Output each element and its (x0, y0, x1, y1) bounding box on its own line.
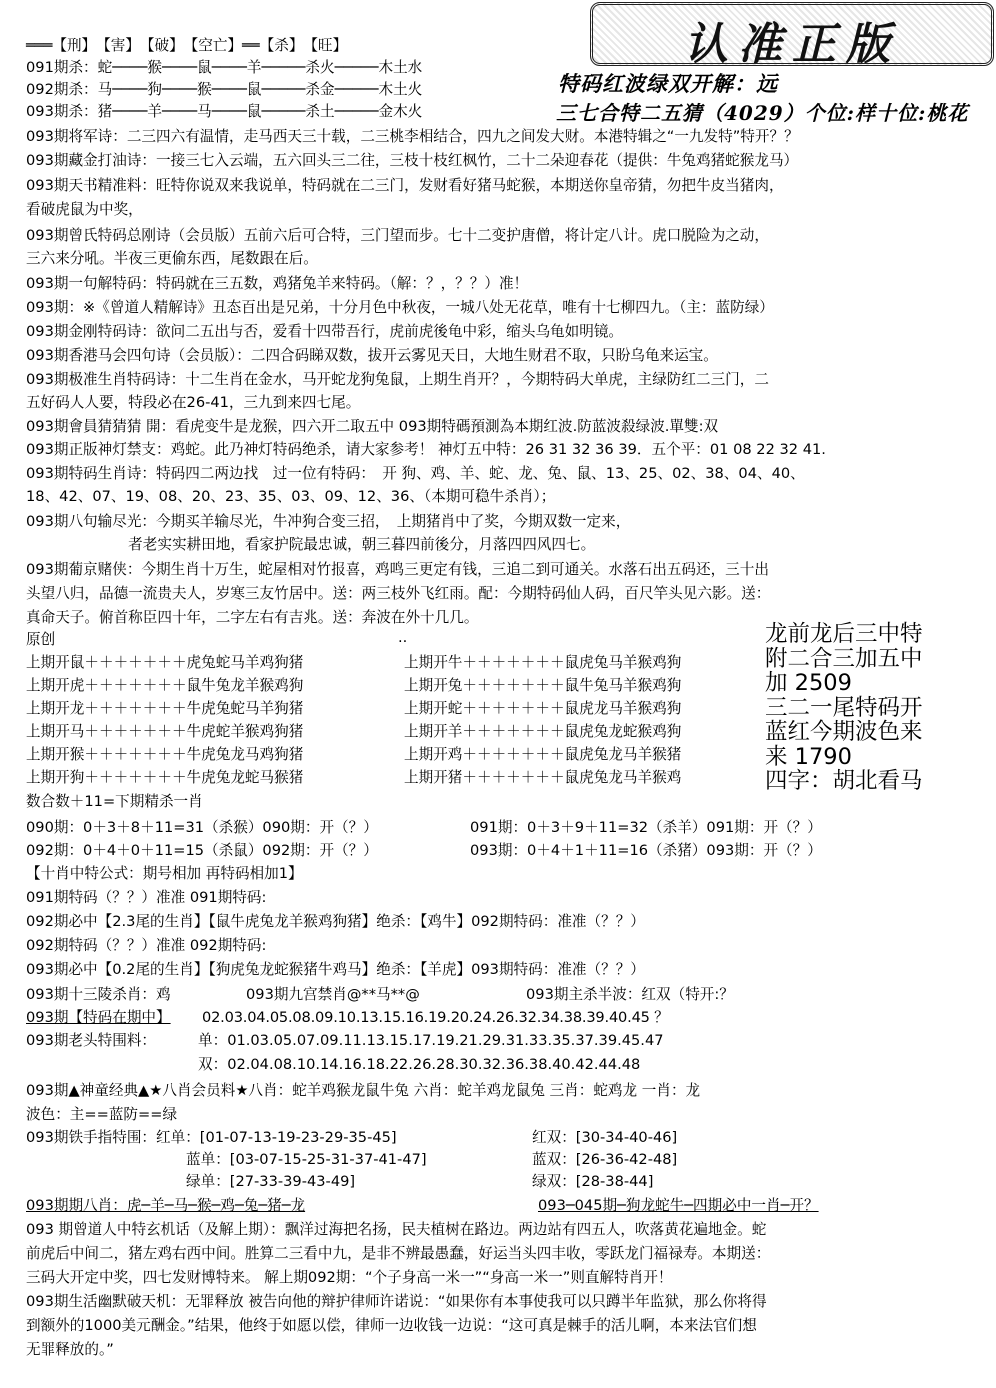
stamp-text: 认准正版 (684, 19, 900, 70)
iron-finger-blue-even: 蓝双：[26-36-42-48] (532, 1151, 678, 1168)
ten-zodiac-line: 092期必中【2.3尾的生肖】【鼠牛虎兔龙羊猴鸡狗猪】绝杀：【鸡牛】092期特码：准准（？？） (26, 913, 645, 930)
eight-lines-poem: 093期八句输尽光：今期买羊输尽光，牛冲狗合变三招， 上期猪肖中了奖，今期双数一定来， (26, 513, 631, 530)
formula-row: 092期：0＋4＋0＋11=15（杀鼠）092期：开（？） (26, 842, 378, 859)
left-table-row: 上期开虎＋＋＋＋＋＋＋鼠牛兔龙羊猴鸡狗 (26, 677, 304, 694)
iron-finger-red-odd: 093期铁手指特围：红单：[01-07-13-19-23-29-35-45] (26, 1129, 397, 1146)
poem-general: 093期将军诗：二三四六有温情，走马西天三十载，二三桃李相结合，四九之间发大财。本港特辑之“一九发特”特开？？ (26, 128, 799, 145)
hk-jockey-poem: 093期香港马会四句诗（会员版）：二四合码睇双数，拔开云雾见天日，大地生财君不取，只盼乌龟来运宝。 (26, 347, 718, 364)
special-in-period-numbers: 02.03.04.05.08.09.10.13.15.16.19.20.24.26.32.34.38.39.40.45 ？ (202, 1009, 669, 1026)
formula-row: 091期：0＋3＋9＋11=32（杀羊）091期：开（？） (470, 819, 822, 836)
diamond-poem: 093期金刚特码诗：欲问二五出与否，爱看十四带吾行，虎前虎後龟中彩，缩头乌龟如明镜。 (26, 323, 624, 340)
zeng-daoren-hint-2: 前虎后中间二，猪左鸡右西中间。胜算二三看中九，是非不辨最愚蠢，好运当头四丰收，零跃龙门福禄寿。本期送： (26, 1245, 771, 1262)
four-period-zodiac: 093─045期─狗龙蛇牛─四期必中一肖─开？ (538, 1197, 819, 1214)
kill-header: ═══【刑】 【害】 【破】 【空亡】══【杀】 【旺】 (26, 37, 348, 54)
poem-zeng-2: 三六来分吼。半夜三更偷东西，尾数跟在后。 (26, 250, 318, 267)
formula-row: 090期：0＋3＋8＋11=31（杀猴）090期：开（？） (26, 819, 378, 836)
zodiac-numbers-poem-2: 18、42、07、19、08、20、23、35、03、09、12、36、（本期可稳牛杀肖）； (26, 488, 556, 505)
right-table-row: 上期开羊＋＋＋＋＋＋＋鼠虎兔龙蛇猴鸡狗 (404, 723, 682, 740)
side-hint-line: 蓝红今期波色来 (765, 719, 923, 745)
ten-zodiac-line: 093期必中【0.2尾的生肖】【狗虎兔龙蛇猴猪牛鸡马】绝杀：【羊虎】093期特码：准准（？？） (26, 961, 645, 978)
zeng-daoren-poem: 093期：※《曾道人精解诗》丑态百出是兄弟，十分月色中秋夜，一城八处无花草，唯有十七柳四九。（主：蓝防绿） (26, 299, 774, 316)
side-hint-line: 四字：胡北看马 (765, 768, 923, 794)
right-table-row: 上期开猪＋＋＋＋＋＋＋鼠虎兔龙马羊猴鸡 (404, 769, 682, 786)
wave-color: 波色：主==蓝防==绿 (26, 1106, 178, 1123)
poem-heaven-book: 093期天书精准料：旺特你说双来我说单，特码就在二三门，发财看好猪马蛇猴，本期送你皇帝猜，勿把牛皮当猪肉， (26, 177, 784, 194)
old-man-even: 双：02.04.08.10.14.16.18.22.26.28.30.32.36.38.40.42.44.48 (198, 1056, 641, 1073)
headline-digit-hint: 三七合特二五猜（4029）个位:样十位:桃花 (556, 101, 969, 125)
special-in-period-label: 093期【特码在期中】 (26, 1009, 171, 1026)
old-man-odd: 单：01.03.05.07.09.11.13.15.17.19.21.29.31.33.35.37.39.45.47 (198, 1032, 664, 1049)
side-hint-line: 三二一尾特码开 (765, 694, 923, 721)
humor-hint-3: 无罪释放的。” (26, 1341, 114, 1358)
iron-finger-red-even: 红双：[30-34-40-46] (532, 1129, 678, 1146)
poem-heaven-book-2: 看破虎鼠为中奖， (26, 201, 143, 218)
left-table-row: 上期开鼠＋＋＋＋＋＋＋虎兔蛇马羊鸡狗猪 (26, 654, 304, 671)
iron-finger-green-even: 绿双：[28-38-44] (532, 1173, 654, 1190)
formula-row: 093期：0＋4＋1＋11=16（杀猪）093期：开（？） (470, 842, 822, 859)
left-table-row: 上期开马＋＋＋＋＋＋＋牛虎蛇羊猴鸡狗猪 (26, 723, 304, 740)
side-hint-line: 加 2509 (765, 670, 852, 696)
kill-row-091: 091期杀：蛇────猴────鼠────羊─────杀火─────木土水 (26, 59, 423, 76)
eight-zodiac: 093期期八肖：虎─羊─马─猴─鸡─兔─猪─龙 (26, 1197, 306, 1214)
zodiac-poem-2: 五好码人人要，特段必在26-41，三九到来四七尾。 (26, 394, 361, 411)
poem-hidden-gold: 093期藏金打油诗：一接三七入云端，五六回头三二往，三枝十枝红枫竹，二十二朵迎春花（提供：牛兔鸡猪蛇猴龙马） (26, 152, 799, 169)
left-table-row: 上期开龙＋＋＋＋＋＋＋牛虎兔蛇马羊狗猪 (26, 700, 304, 717)
side-hint-box (765, 622, 923, 794)
dots: .. (398, 629, 408, 646)
right-table-row: 上期开鸡＋＋＋＋＋＋＋鼠虎兔龙马羊猴猪 (404, 746, 682, 763)
side-hint-line: 龙前龙后三中特 (765, 621, 923, 647)
child-classic: 093期▲神童经典▲★八肖会员料★八肖：蛇羊鸡猴龙鼠牛兔 六肖：蛇羊鸡龙鼠兔 三肖：蛇鸡龙 一肖：龙 (26, 1082, 701, 1099)
eight-lines-poem-2: 者老实实耕田地，看家护院最忠诚，朝三暮四前後分，月落四四风四七。 (26, 536, 596, 553)
thirteen-tombs-kill: 093期十三陵杀肖：鸡 (26, 986, 171, 1003)
poem-zeng: 093期曾氏特码总刚诗（会员版）五前六后可合特，三门望而步。七十二变护唐僧，将计定八计。虎口脱险为之动， (26, 227, 769, 244)
left-table-row: 上期开猴＋＋＋＋＋＋＋牛虎兔龙马鸡狗猪 (26, 746, 304, 763)
right-table-row: 上期开蛇＋＋＋＋＋＋＋鼠虎龙马羊猴鸡狗 (404, 700, 682, 717)
ten-zodiac-title: 【十肖中特公式：期号相加 再特码相加1】 (26, 865, 303, 882)
iron-finger-blue-odd: 蓝单：[03-07-15-25-31-37-41-47] (186, 1151, 427, 1168)
zodiac-numbers-poem: 093期特码生肖诗：特码四二两边找 过一位有特码： 开 狗、鸡、羊、蛇、龙、兔、鼠、13、25、02、38、04、40、 (26, 465, 805, 482)
humor-hint: 093期生活幽默破天机：无罪释放 被告向他的辩护律师许诺说：“如果你有本事使我可以只蹲半年监狱，那么你将得 (26, 1293, 767, 1310)
formula-title: 数合数＋11=下期精杀一肖 (26, 793, 203, 810)
side-hint-line: 附二合三加五中 (765, 645, 923, 672)
macau-gambler-3: 真命天子。俯首称臣四十年，二字左右有吉兆。送：奔波在外十几几。 (26, 609, 479, 626)
zeng-daoren-hint: 093 期曾道人中特玄机话（及解上期）：飘洋过海把名扬，民夫植树在路边。两边站有四五人，吹落黄花遍地金。蛇 (26, 1221, 767, 1238)
zodiac-poem: 093期极准生肖特码诗：十二生肖在金水，马开蛇龙狗兔鼠，上期生肖开？，今期特码大单虎，主绿防红二三门，二 (26, 371, 769, 388)
old-man-label: 093期老头特围料： (26, 1032, 157, 1049)
right-table-row: 上期开兔＋＋＋＋＋＋＋鼠牛兔马羊猴鸡狗 (404, 677, 682, 694)
nine-palace-ban: 093期九宫禁肖@**马**@ (246, 986, 420, 1003)
ten-zodiac-line: 091期特码（？？）准准 091期特码: (26, 889, 267, 906)
one-line-hint: 093期一句解特码：特码就在三五数，鸡猪兔羊来特码。（解：？，？？）准！ (26, 275, 529, 292)
iron-finger-green-odd: 绿单：[27-33-39-43-49] (186, 1173, 356, 1190)
main-kill-wave: 093期主杀半波：红双（特开:？ (526, 986, 734, 1003)
zeng-daoren-hint-3: 三码大开定中奖，四七发财博特来。 解上期092期：“个子身高一米一”“身高一米一”则直解特肖开！ (26, 1269, 673, 1286)
headline-wave-hint: 特码红波绿双开解：远 (558, 71, 778, 96)
kill-row-093: 093期杀：猪────羊────马────鼠─────杀土─────金木火 (26, 103, 423, 120)
original-label: 原创 (26, 631, 56, 648)
authentic-stamp (590, 2, 994, 70)
side-hint-line: 来 1790 (765, 743, 852, 770)
right-table-row: 上期开牛＋＋＋＋＋＋＋鼠虎兔马羊猴鸡狗 (404, 654, 682, 671)
member-guess: 093期會員猜猜猜 開：看虎变牛是龙猴，四六开二取五中 093期特碼預測為本期红波.防蓝波殺绿波.單雙:双 (26, 418, 719, 435)
kill-row-092: 092期杀：马────狗────猴────鼠─────杀金─────木土火 (26, 81, 423, 98)
macau-gambler-2: 头望八归，品德一流贵夫人，岁寒三友竹居中。送：两三枝外飞红雨。配：今期特码仙人码，百尺竿头见六影。送： (26, 585, 771, 602)
macau-gambler: 093期葡京赌侠：今期生肖十万生，蛇屋相对竹报喜，鸡鸣三更定有钱，三追二到可通关。水落石出五码还，三十出 (26, 561, 769, 578)
magic-lamp: 093期正版神灯禁支：鸡蛇。此乃神灯特码绝杀，请大家参考！ 神灯五中特：26 31 32 36 39．五个平：01 08 22 32 41. (26, 441, 826, 458)
ten-zodiac-line: 092期特码（？？）准准 092期特码: (26, 937, 267, 954)
humor-hint-2: 到额外的1000美元酬金。”结果，他终于如愿以偿，律师一边收钱一边说：“这可真是棘手的活儿啊，本来法官们想 (26, 1317, 757, 1334)
left-table-row: 上期开狗＋＋＋＋＋＋＋牛虎兔龙蛇马猴猪 (26, 769, 304, 786)
